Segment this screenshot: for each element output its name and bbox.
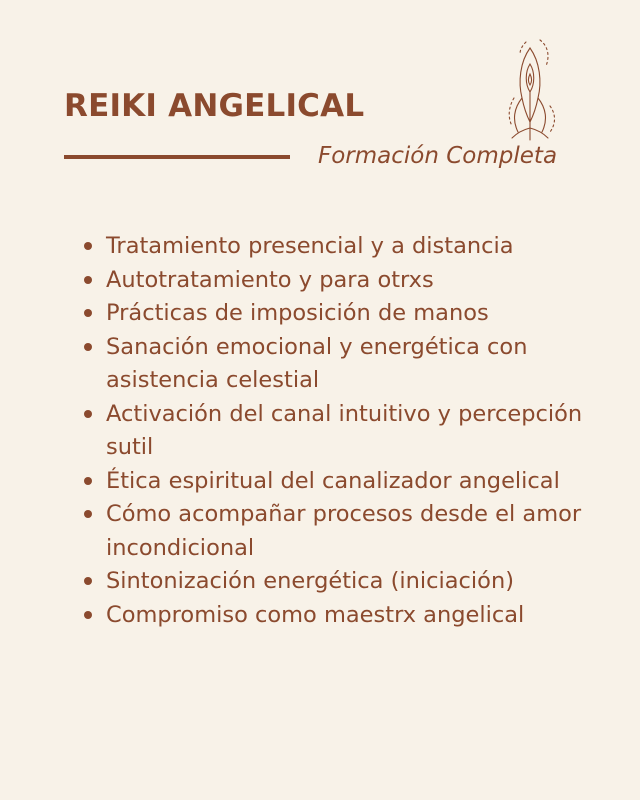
list-item-text: Compromiso como maestrx angelical [106,601,525,628]
bullet-dot [84,276,92,284]
page-title: REIKI ANGELICAL [64,88,365,124]
bullet-dot [84,477,92,485]
list-item [84,264,584,298]
list-item [84,498,584,565]
list-item-text: Ética espiritual del canalizador angelical [106,467,560,494]
list-item-text: Sanación emocional y energética con asistencia celestial [106,333,528,393]
list-item [84,565,584,599]
bullet-dot [84,410,92,418]
list-item-text: Cómo acompañar procesos desde el amor incondicional [106,501,582,561]
list-item-text: Sintonización energética (iniciación) [106,568,514,594]
list-item [84,398,584,465]
list-item-text: Activación del canal intuitivo y percepción sutil [106,400,583,460]
bullet-dot [84,242,92,250]
list-item-text: Prácticas de imposición de manos [106,300,489,326]
list-item [84,331,584,398]
bullet-dot [84,510,92,518]
feather-icon [500,36,560,144]
course-topics-list [84,230,584,632]
bullet-dot [84,611,92,619]
list-item [84,465,584,499]
page-subtitle: Formación Completa [318,143,558,169]
list-item [84,599,584,633]
list-item [84,230,584,264]
bullet-dot [84,309,92,317]
bullet-dot [84,577,92,585]
list-item-text: Tratamiento presencial y a distancia [106,233,514,259]
title-divider [64,155,290,159]
list-item [84,297,584,331]
bullet-dot [84,343,92,351]
list-item-text: Autotratamiento y para otrxs [106,266,434,293]
